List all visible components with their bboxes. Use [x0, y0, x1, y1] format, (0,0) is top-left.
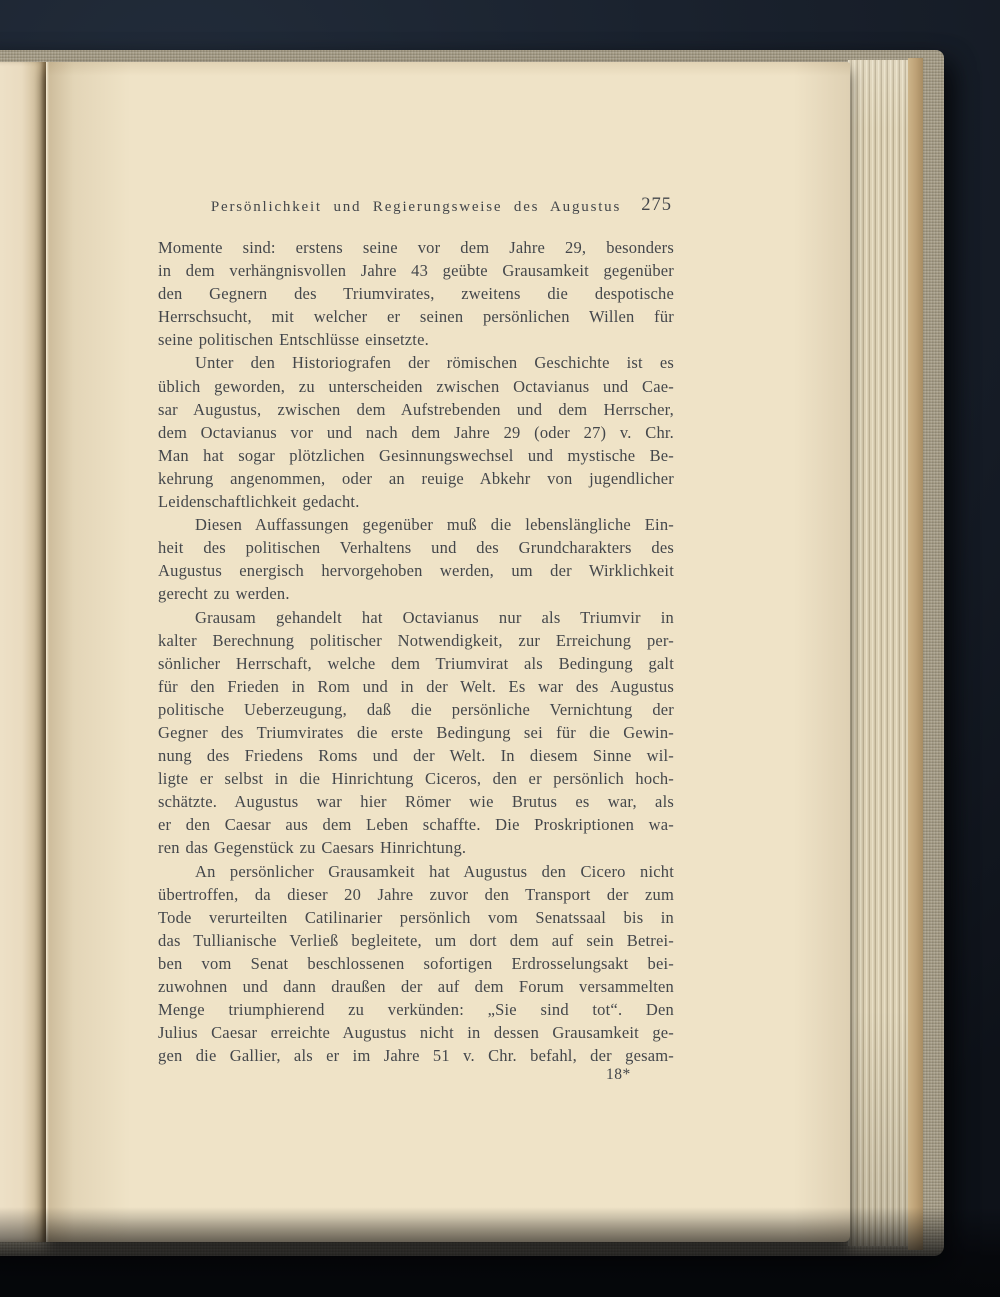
- text-line: üblich geworden, zu unterscheiden zwischen Octavianus und Cae-: [158, 376, 674, 396]
- text-line: gen die Gallier, als er im Jahre 51 v. Chr. befahl, der gesam-: [158, 1046, 674, 1066]
- text-line: Unter den Historiografen der römischen Geschichte ist es: [195, 353, 674, 373]
- text-line: zuwohnen und dann draußen der auf dem Forum versammelten: [158, 977, 674, 996]
- text-line: Momente sind: erstens seine vor dem Jahre 29, besonders: [158, 238, 674, 257]
- left-page-edge: [0, 62, 46, 1242]
- text-line: Man hat sogar plötzlichen Gesinnungswechsel und mystische Be-: [158, 445, 674, 465]
- text-line: Gegner des Triumvirates die erste Bedingung sei für die Gewin-: [158, 722, 674, 742]
- text-line: dem Octavianus vor und nach dem Jahre 29 (oder 27) v. Chr.: [158, 422, 674, 442]
- text-line: Tode verurteilten Catilinarier persönlich vom Senatssaal bis in: [158, 907, 674, 927]
- text-line: er den Caesar aus dem Leben schaffte. Die Proskriptionen wa-: [158, 815, 674, 835]
- text-line: Diesen Auffassungen gegenüber muß die lebenslängliche Ein-: [195, 515, 674, 535]
- text-line: An persönlicher Grausamkeit hat Augustus den Cicero nicht: [195, 861, 674, 881]
- page-edge-strip: [908, 58, 923, 1250]
- text-line: das Tullianische Verließ begleitete, um dort dem auf sein Betrei-: [158, 930, 674, 950]
- text-line: ren das Gegenstück zu Caesars Hinrichtung.: [158, 838, 467, 858]
- text-line: Menge triumphierend zu verkünden: „Sie sind tot“. Den: [158, 1000, 674, 1020]
- text-line: Grausam gehandelt hat Octavianus nur als Triumvir in: [195, 607, 674, 627]
- text-line: Julius Caesar erreichte Augustus nicht in dessen Grausamkeit ge-: [158, 1023, 674, 1043]
- text-block: [158, 236, 674, 1067]
- text-line: Herrschsucht, mit welcher er seinen persönlichen Willen für: [158, 307, 674, 327]
- text-line: Augustus energisch hervorgehoben werden, um der Wirklichkeit: [158, 561, 674, 581]
- text-line: den Gegnern des Triumvirates, zweitens die despotische: [158, 284, 674, 304]
- text-line: für den Frieden in Rom und in der Welt. Es war des Augustus: [158, 676, 674, 696]
- book-page: [46, 62, 850, 1242]
- running-header: [158, 196, 674, 218]
- text-line: gerecht zu werden.: [158, 584, 290, 604]
- text-line: ligte er selbst in die Hinrichtung Ciceros, den er persönlich hoch-: [158, 769, 674, 789]
- text-line: übertroffen, da dieser 20 Jahre zuvor den Transport der zum: [158, 884, 674, 904]
- fanned-page-edges: [848, 60, 910, 1246]
- text-line: politische Ueberzeugung, daß die persönliche Vernichtung der: [158, 699, 674, 719]
- text-line: schätzte. Augustus war hier Römer wie Brutus es war, als: [158, 792, 674, 812]
- text-line: in dem verhängnisvollen Jahre 43 geübte Grausamkeit gegenüber: [158, 261, 674, 281]
- text-line: sönlicher Herrschaft, welche dem Triumvirat als Bedingung galt: [158, 653, 674, 673]
- text-line: Leidenschaftlichkeit gedacht.: [158, 492, 360, 512]
- text-line: kalter Berechnung politischer Notwendigkeit, zur Erreichung per-: [158, 630, 674, 650]
- text-line: heit des politischen Verhaltens und des Grundcharakters des: [158, 538, 674, 558]
- page-number: 275: [641, 195, 672, 215]
- text-line: sar Augustus, zwischen dem Aufstrebenden und dem Herrscher,: [158, 399, 674, 419]
- text-line: kehrung angenommen, oder an reuige Abkehr von jugendlicher: [158, 468, 674, 488]
- signature-mark: 18*: [606, 1066, 631, 1083]
- text-line: nung des Friedens Roms und der Welt. In diesem Sinne wil-: [158, 746, 674, 766]
- text-line: seine politischen Entschlüsse einsetzte.: [158, 330, 429, 350]
- running-header-title: Persönlichkeit und Regierungsweise des Augustus: [210, 199, 622, 215]
- text-line: ben vom Senat beschlossenen sofortigen Erdrosselungsakt bei-: [158, 953, 674, 973]
